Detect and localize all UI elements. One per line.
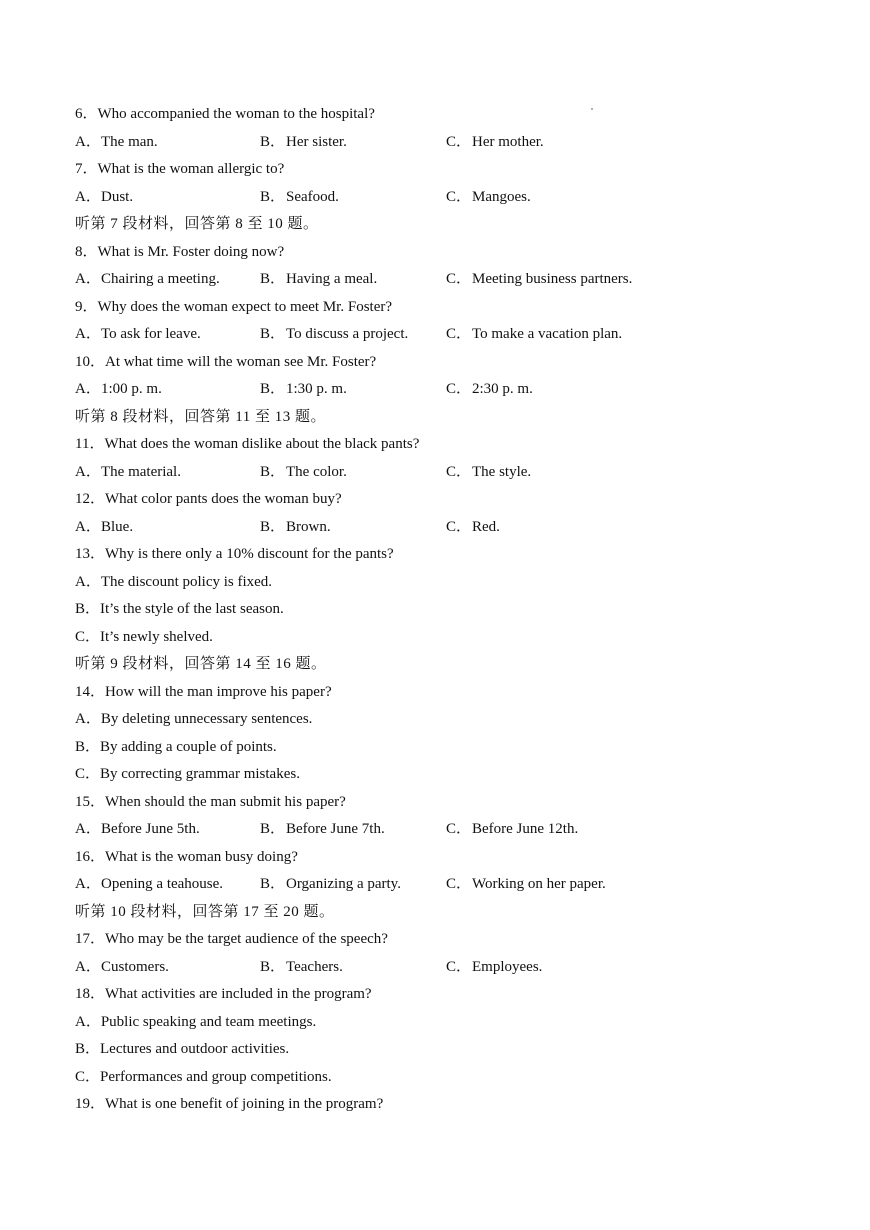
option-letter: B． bbox=[260, 821, 286, 837]
section-instruction: 听第 10 段材料，回答第 17 至 20 题。 bbox=[75, 903, 335, 920]
option-text: To ask for leave. bbox=[101, 326, 201, 342]
question-line: 19．What is one benefit of joining in the program? bbox=[75, 1096, 384, 1112]
option-letter: C． bbox=[446, 133, 472, 150]
answer-option bbox=[75, 129, 158, 156]
question-line: A．By deleting unnecessary sentences. bbox=[75, 711, 313, 727]
option-letter: A． bbox=[75, 381, 101, 397]
option-letter: C． bbox=[446, 381, 472, 397]
option-text: Her mother. bbox=[472, 133, 544, 150]
answer-option bbox=[446, 954, 542, 981]
option-text: Customers. bbox=[101, 958, 169, 975]
answer-option bbox=[446, 184, 531, 211]
option-letter: A． bbox=[75, 518, 101, 535]
option-letter: B． bbox=[260, 463, 286, 480]
question-line: A．Public speaking and team meetings. bbox=[75, 1013, 317, 1030]
option-text: Working on her paper. bbox=[472, 876, 606, 892]
option-letter: C． bbox=[446, 958, 472, 975]
option-letter: A． bbox=[75, 876, 101, 892]
option-text: Meeting business partners. bbox=[472, 271, 633, 287]
question-line: B．It’s the style of the last season. bbox=[75, 601, 284, 617]
option-letter: C． bbox=[446, 821, 472, 837]
option-letter: B． bbox=[260, 518, 286, 535]
option-text: 1:30 p. m. bbox=[286, 381, 347, 397]
option-text: Brown. bbox=[286, 518, 331, 535]
option-letter: A． bbox=[75, 271, 101, 287]
option-text: 2:30 p. m. bbox=[472, 381, 533, 397]
answer-option bbox=[75, 376, 162, 403]
option-letter: A． bbox=[75, 188, 101, 205]
question-line: 10．At what time will the woman see Mr. Foster? bbox=[75, 353, 377, 370]
question-line: 15．When should the man submit his paper? bbox=[75, 793, 346, 810]
question-line: C．By correcting grammar mistakes. bbox=[75, 766, 300, 782]
answer-option bbox=[75, 871, 223, 898]
question-line: 17．Who may be the target audience of the speech? bbox=[75, 931, 388, 947]
question-line: 16．What is the woman busy doing? bbox=[75, 848, 298, 865]
question-line: B．By adding a couple of points. bbox=[75, 738, 277, 755]
option-letter: A． bbox=[75, 326, 101, 342]
answer-option bbox=[260, 514, 331, 541]
option-letter: A． bbox=[75, 133, 101, 150]
option-letter: B． bbox=[260, 326, 286, 342]
option-letter: B． bbox=[260, 381, 286, 397]
option-text: Before June 5th. bbox=[101, 821, 200, 837]
option-letter: B． bbox=[260, 188, 286, 205]
option-text: The style. bbox=[472, 463, 532, 480]
answer-option bbox=[75, 816, 200, 843]
stray-mark bbox=[591, 108, 593, 110]
answer-option bbox=[260, 871, 401, 898]
answer-option bbox=[75, 266, 220, 293]
answer-option bbox=[260, 184, 339, 211]
option-text: Teachers. bbox=[286, 958, 343, 975]
option-text: Blue. bbox=[101, 518, 134, 535]
option-text: Before June 12th. bbox=[472, 821, 579, 837]
option-letter: B． bbox=[260, 876, 286, 892]
section-instruction: 听第 8 段材料，回答第 11 至 13 题。 bbox=[75, 408, 326, 425]
option-text: Chairing a meeting. bbox=[101, 271, 220, 287]
answer-option bbox=[260, 376, 347, 403]
option-letter: B． bbox=[260, 133, 286, 150]
answer-option bbox=[446, 129, 544, 156]
answer-option bbox=[446, 266, 632, 293]
option-letter: A． bbox=[75, 463, 101, 480]
answer-option bbox=[260, 129, 347, 156]
answer-option bbox=[260, 459, 347, 486]
answer-option bbox=[75, 459, 181, 486]
question-line: 13．Why is there only a 10% discount for the pants? bbox=[75, 546, 394, 562]
question-line: 18．What activities are included in the program? bbox=[75, 986, 372, 1002]
option-text: The material. bbox=[101, 463, 181, 480]
section-instruction: 听第 7 段材料，回答第 8 至 10 题。 bbox=[75, 216, 319, 232]
option-text: Employees. bbox=[472, 958, 543, 975]
option-text: Having a meal. bbox=[286, 271, 378, 287]
section-instruction: 听第 9 段材料，回答第 14 至 16 题。 bbox=[75, 656, 327, 672]
question-line: 7．What is the woman allergic to? bbox=[75, 161, 285, 177]
option-letter: A． bbox=[75, 958, 101, 975]
option-letter: C． bbox=[446, 463, 472, 480]
option-letter: C． bbox=[446, 876, 472, 892]
option-letter: C． bbox=[446, 326, 472, 342]
option-text: The man. bbox=[101, 133, 158, 150]
answer-option bbox=[75, 954, 169, 981]
option-letter: C． bbox=[446, 188, 472, 205]
option-text: Her sister. bbox=[286, 133, 347, 150]
answer-option bbox=[446, 321, 622, 348]
question-line: C．Performances and group competitions. bbox=[75, 1068, 332, 1085]
answer-option bbox=[260, 954, 343, 981]
answer-option bbox=[260, 816, 385, 843]
option-letter: C． bbox=[446, 271, 472, 287]
answer-option bbox=[446, 871, 606, 898]
option-text: Opening a teahouse. bbox=[101, 876, 224, 892]
option-text: Mangoes. bbox=[472, 188, 531, 205]
option-text: The color. bbox=[286, 463, 347, 480]
option-letter: B． bbox=[260, 958, 286, 975]
option-text: To discuss a project. bbox=[286, 326, 409, 342]
option-text: Seafood. bbox=[286, 188, 339, 205]
question-line: C．It’s newly shelved. bbox=[75, 628, 213, 645]
answer-option bbox=[260, 266, 377, 293]
question-line: B．Lectures and outdoor activities. bbox=[75, 1041, 290, 1057]
question-line: 12．What color pants does the woman buy? bbox=[75, 491, 342, 507]
question-line: A．The discount policy is fixed. bbox=[75, 573, 273, 590]
question-line: 9．Why does the woman expect to meet Mr. Foster? bbox=[75, 298, 393, 315]
answer-option bbox=[75, 184, 133, 211]
option-letter: C． bbox=[446, 518, 472, 535]
option-text: Before June 7th. bbox=[286, 821, 385, 837]
option-text: 1:00 p. m. bbox=[101, 381, 162, 397]
answer-option bbox=[75, 321, 201, 348]
question-line: 14．How will the man improve his paper? bbox=[75, 683, 332, 700]
answer-option bbox=[446, 514, 500, 541]
question-line: 11．What does the woman dislike about the black pants? bbox=[75, 436, 420, 452]
option-text: Organizing a party. bbox=[286, 876, 401, 892]
option-text: To make a vacation plan. bbox=[472, 326, 623, 342]
question-line: 6．Who accompanied the woman to the hospital? bbox=[75, 106, 375, 122]
option-letter: A． bbox=[75, 821, 101, 837]
answer-option bbox=[260, 321, 408, 348]
answer-option bbox=[446, 376, 533, 403]
question-line: 8．What is Mr. Foster doing now? bbox=[75, 243, 285, 260]
option-text: Red. bbox=[472, 518, 500, 535]
answer-option bbox=[446, 816, 578, 843]
option-letter: B． bbox=[260, 271, 286, 287]
answer-option bbox=[75, 514, 133, 541]
option-text: Dust. bbox=[101, 188, 134, 205]
answer-option bbox=[446, 459, 531, 486]
